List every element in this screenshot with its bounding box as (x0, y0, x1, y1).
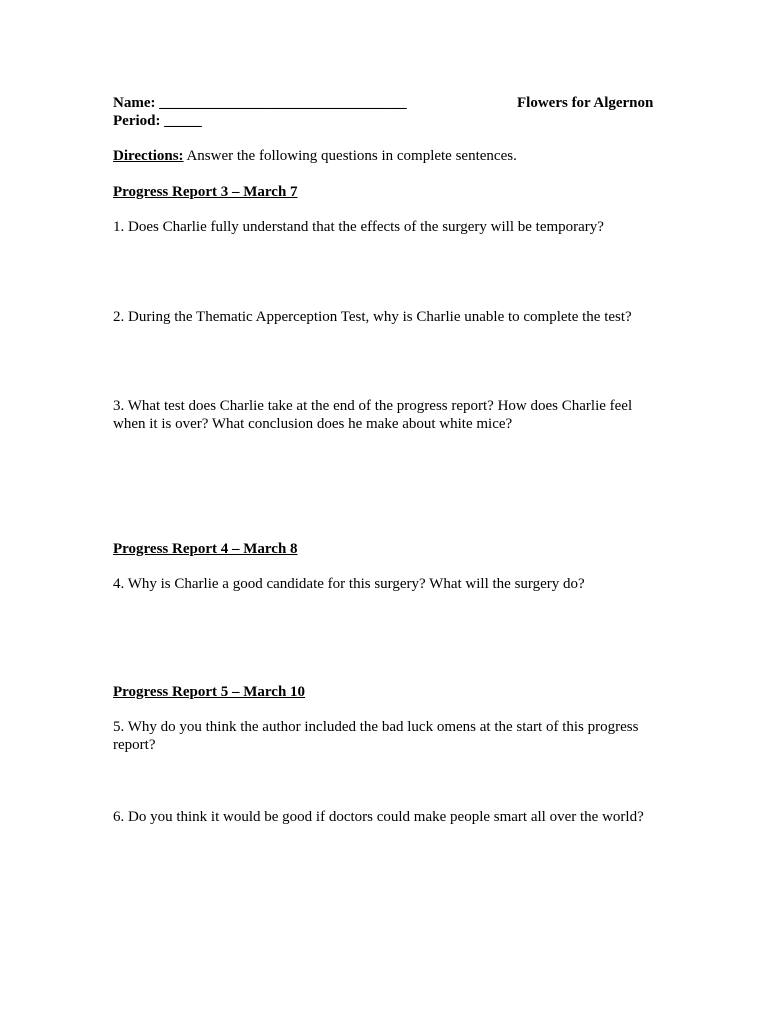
question-1: 1. Does Charlie fully understand that the effects of the surgery will be temporary? (113, 219, 604, 235)
section-heading-progress-report-5: Progress Report 5 – March 10 (113, 684, 306, 700)
question-2: 2. During the Thematic Apperception Test, why is Charlie unable to complete the test? (113, 309, 632, 325)
worksheet-title: Flowers for Algernon (517, 95, 654, 111)
question-6: 6. Do you think it would be good if doctors could make people smart all over the world? (113, 809, 644, 825)
directions (113, 147, 517, 165)
section-heading-progress-report-3: Progress Report 3 – March 7 (113, 184, 298, 200)
name-field-label: Name: _________________________________ (113, 95, 407, 111)
directions-label: Directions: (113, 148, 184, 164)
period-field-label: Period: _____ (113, 113, 202, 129)
directions-text: Answer the following questions in complete sentences. (183, 148, 517, 164)
section-heading-progress-report-4: Progress Report 4 – March 8 (113, 541, 298, 557)
question-4: 4. Why is Charlie a good candidate for this surgery? What will the surgery do? (113, 576, 585, 592)
question-3: 3. What test does Charlie take at the end of the progress report? How does Charlie feel when it is over? What conclusion does he make about white mice? (113, 398, 633, 432)
question-5: 5. Why do you think the author included the bad luck omens at the start of this progress report? (113, 719, 639, 753)
